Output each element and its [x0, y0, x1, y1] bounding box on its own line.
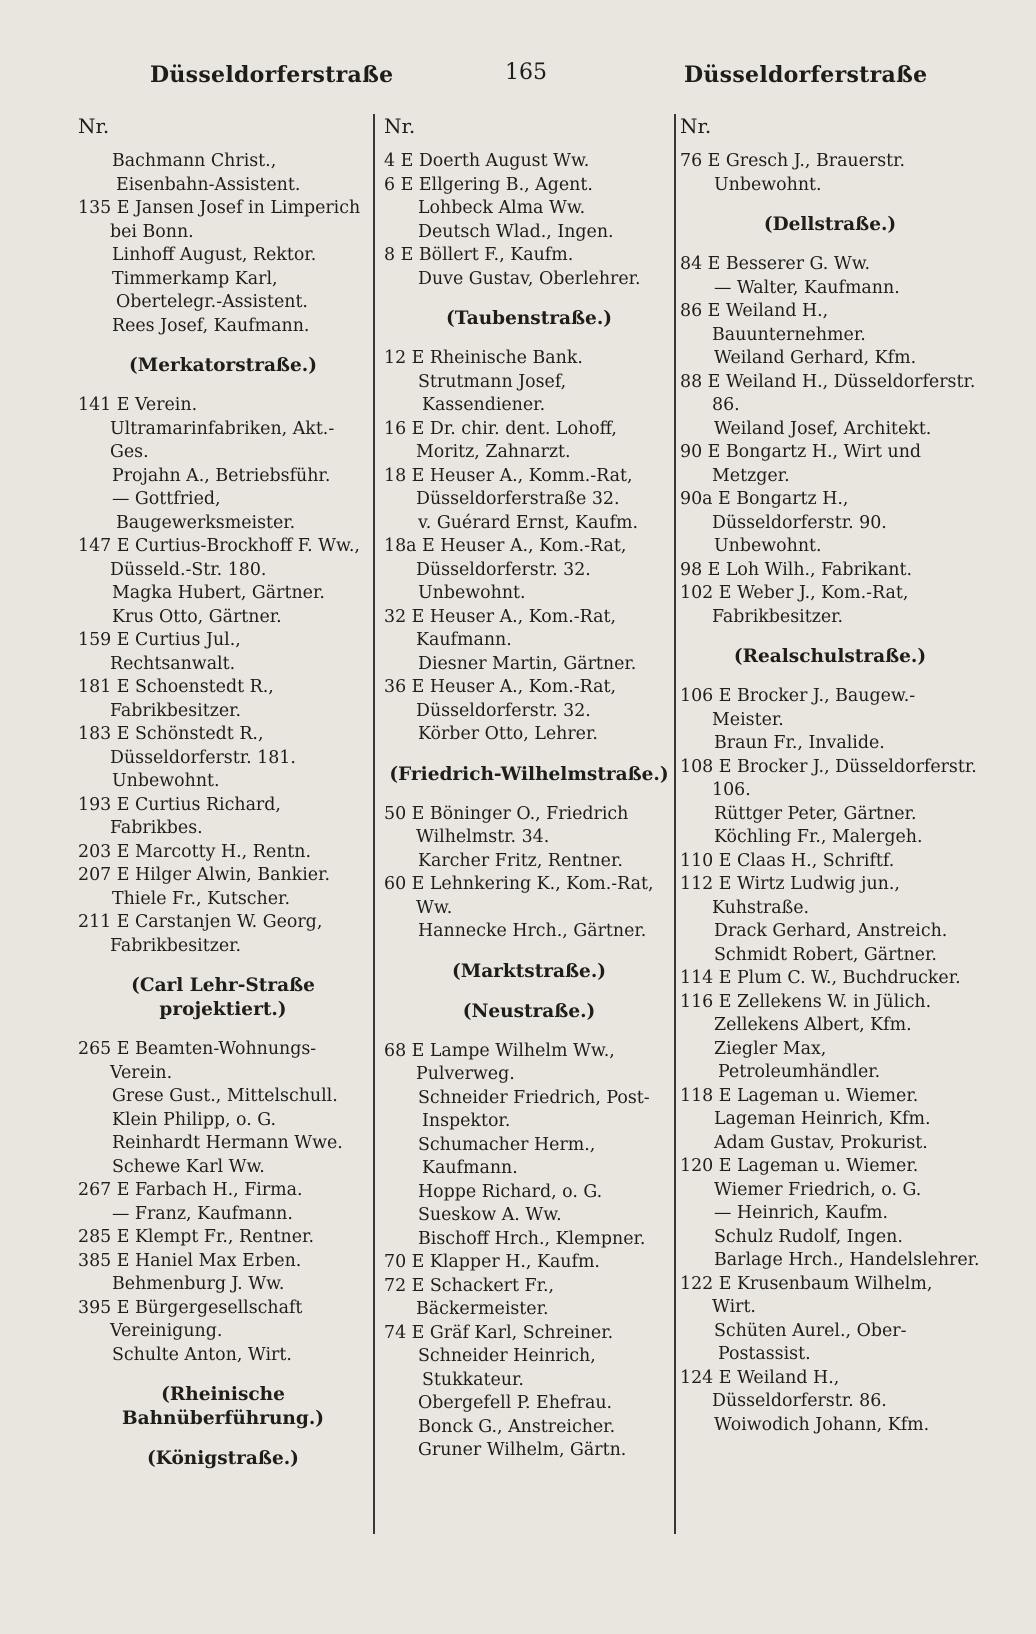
resident-entry: Sueskow A. Ww.	[418, 1205, 562, 1225]
street-section-heading: (Neustraße.)	[462, 1000, 596, 1022]
resident-entry: 120 E Lageman u. Wiemer.	[680, 1156, 919, 1176]
resident-entry: 102 E Weber J., Kom.-Rat, Fabrikbesitzer.	[680, 583, 909, 627]
resident-entry: Thiele Fr., Kutscher.	[112, 888, 290, 909]
resident-entry: Klein Philipp, o. G.	[112, 1109, 277, 1130]
resident-entry: 116 E Zellekens W. in Jülich.	[680, 991, 932, 1012]
resident-entry: 84 E Besserer G. Ww.	[680, 254, 871, 274]
resident-entry: — Franz, Kaufmann.	[112, 1203, 293, 1224]
resident-entry: Krus Otto, Gärtner.	[112, 606, 282, 627]
page-header	[0, 58, 1036, 98]
resident-entry: 18a E Heuser A., Kom.-Rat, Düsseldorferstr. 32.	[384, 536, 627, 580]
resident-entry: 16 E Dr. chir. dent. Lohoff, Moritz, Zahnarzt.	[384, 418, 617, 462]
resident-entry: Adam Gustav, Prokurist.	[714, 1132, 928, 1153]
street-section-heading: (Friedrich-Wilhelmstraße.)	[389, 763, 669, 785]
resident-entry: Drack Gerhard, Anstreich.	[714, 921, 948, 941]
column-head-nr: Nr.	[680, 114, 712, 138]
resident-entry: Hoppe Richard, o. G.	[418, 1181, 603, 1202]
resident-entry: 74 E Gräf Karl, Schreiner.	[384, 1322, 614, 1343]
street-section-heading: (Rheinische Bahnüberführung.)	[121, 1384, 325, 1429]
resident-entry: 285 E Klempt Fr., Rentner.	[78, 1227, 314, 1247]
resident-entry: Zellekens Albert, Kfm.	[714, 1015, 912, 1035]
resident-entry: Lohbeck Alma Ww.	[418, 198, 586, 218]
resident-entry: Schneider Friedrich, Post-Inspektor.	[418, 1087, 650, 1131]
resident-entry: Wiemer Friedrich, o. G.	[714, 1179, 922, 1200]
street-section-heading: (Carl Lehr-Straße projektiert.)	[131, 975, 315, 1020]
running-head-left: Düsseldorferstraße	[150, 62, 394, 88]
address-column-3	[680, 112, 980, 1532]
resident-entry: 86 E Weiland H., Bauunternehmer.	[680, 301, 866, 345]
resident-entry: — Gottfried, Baugewerksmeister.	[112, 489, 296, 533]
resident-entry: Strutmann Josef, Kassendiener.	[418, 371, 567, 415]
resident-entry: Karcher Fritz, Rentner.	[418, 850, 623, 871]
resident-entry: Schewe Karl Ww.	[112, 1156, 265, 1177]
resident-entry: 118 E Lageman u. Wiemer.	[680, 1085, 919, 1106]
resident-entry: 90 E Bongartz H., Wirt und Metzger.	[680, 442, 922, 486]
resident-entry: 265 E Beamten-Wohnungs-Verein.	[78, 1039, 317, 1083]
resident-entry: Linhoff August, Rektor.	[112, 245, 317, 265]
resident-entry: 106 E Brocker J., Baugew.-Meister.	[680, 686, 916, 730]
resident-entry: 60 E Lehnkering K., Kom.-Rat, Ww.	[384, 874, 654, 918]
column-divider	[373, 114, 375, 1534]
resident-entry: 36 E Heuser A., Kom.-Rat, Düsseldorferstr. 32.	[384, 677, 617, 721]
resident-entry: Timmerkamp Karl, Obertelegr.-Assistent.	[112, 268, 308, 312]
address-column-2	[384, 112, 674, 1532]
column-head-nr: Nr.	[78, 114, 110, 138]
street-section-heading: (Realschulstraße.)	[733, 646, 927, 667]
column-head-nr: Nr.	[384, 114, 416, 138]
resident-entry: 70 E Klapper H., Kaufm.	[384, 1252, 600, 1272]
resident-entry: Deutsch Wlad., Ingen.	[418, 221, 614, 242]
resident-entry: 122 E Krusenbaum Wilhelm, Wirt.	[680, 1273, 933, 1317]
resident-entry: 183 E Schönstedt R., Düsseldorferstr. 181.	[78, 724, 296, 768]
resident-entry: 112 E Wirtz Ludwig jun., Kuhstraße.	[680, 874, 900, 918]
street-section-heading: (Königstraße.)	[147, 1448, 299, 1469]
resident-entry: Rees Josef, Kaufmann.	[112, 315, 310, 336]
resident-entry: Unbewohnt.	[714, 536, 822, 556]
resident-entry: Magka Hubert, Gärtner.	[112, 583, 325, 603]
resident-entry: Behmenburg J. Ww.	[112, 1274, 285, 1294]
resident-entry: 124 E Weiland H., Düsseldorferstr. 86.	[680, 1367, 887, 1411]
resident-entry: Braun Fr., Invalide.	[714, 733, 885, 753]
resident-entry: Ziegler Max, Petroleumhändler.	[714, 1038, 881, 1082]
resident-entry: 110 E Claas H., Schriftf.	[680, 850, 895, 871]
resident-entry: 12 E Rheinische Bank.	[384, 348, 583, 368]
street-section-heading: (Merkatorstraße.)	[129, 355, 317, 376]
resident-entry: 50 E Böninger O., Friedrich Wilhelmstr. 34.	[384, 803, 629, 847]
resident-entry: Duve Gustav, Oberlehrer.	[418, 268, 641, 289]
resident-entry: 114 E Plum C. W., Buchdrucker.	[680, 968, 961, 988]
resident-entry: Unbewohnt.	[112, 771, 220, 791]
resident-entry: 72 E Schackert Fr., Bäckermeister.	[384, 1275, 555, 1319]
resident-entry: 385 E Haniel Max Erben.	[78, 1250, 302, 1271]
resident-entry: 147 E Curtius-Brockhoff F. Ww., Düsseld.-Str. 180.	[78, 536, 360, 580]
resident-entry: 32 E Heuser A., Kom.-Rat, Kaufmann.	[384, 606, 617, 650]
resident-entry: 395 E Bürgergesellschaft Vereinigung.	[78, 1297, 303, 1341]
resident-entry: Gruner Wilhelm, Gärtn.	[418, 1440, 627, 1460]
resident-entry: Köchling Fr., Malergeh.	[714, 827, 923, 847]
resident-entry: 108 E Brocker J., Düsseldorferstr. 106.	[680, 756, 977, 800]
running-head-right: Düsseldorferstraße	[684, 62, 928, 88]
resident-entry: Diesner Martin, Gärtner.	[418, 653, 637, 674]
resident-entry: 211 E Carstanjen W. Georg, Fabrikbesitzer.	[78, 912, 323, 956]
page-number: 165	[505, 60, 547, 85]
resident-entry: — Walter, Kaufmann.	[714, 277, 900, 298]
street-section-heading: (Marktstraße.)	[451, 960, 607, 982]
resident-entry: v. Guérard Ernst, Kaufm.	[418, 512, 639, 533]
resident-entry: 207 E Hilger Alwin, Bankier.	[78, 865, 330, 885]
resident-entry: Schmidt Robert, Gärtner.	[714, 944, 937, 965]
resident-entry: 18 E Heuser A., Komm.-Rat, Düsseldorferstraße 32.	[384, 465, 633, 509]
resident-entry: Obergefell P. Ehefrau.	[418, 1393, 613, 1413]
resident-entry: 76 E Gresch J., Brauerstr.	[680, 151, 906, 171]
street-section-heading: (Taubenstraße.)	[445, 308, 613, 329]
resident-entry: Schulte Anton, Wirt.	[112, 1344, 292, 1365]
resident-entry: Weiland Josef, Architekt.	[714, 418, 932, 439]
resident-entry: Projahn A., Betriebsführ.	[112, 465, 331, 486]
resident-entry: 135 E Jansen Josef in Limperich bei Bonn.	[78, 198, 361, 242]
resident-entry: 181 E Schoenstedt R., Fabrikbesitzer.	[78, 677, 274, 721]
address-column-1	[78, 112, 368, 1532]
resident-entry: 203 E Marcotty H., Rentn.	[78, 841, 312, 862]
resident-entry: Schüten Aurel., Ober-Postassist.	[714, 1320, 907, 1364]
column-divider	[674, 114, 676, 1534]
resident-entry: Schumacher Herm., Kaufmann.	[418, 1134, 596, 1178]
resident-entry: Hannecke Hrch., Gärtner.	[418, 921, 647, 941]
resident-entry: Körber Otto, Lehrer.	[418, 724, 598, 744]
resident-entry: 193 E Curtius Richard, Fabrikbes.	[78, 794, 281, 838]
resident-entry: Schneider Heinrich, Stukkateur.	[418, 1346, 596, 1390]
resident-entry: Grese Gust., Mittelschull.	[112, 1086, 338, 1106]
resident-entry: Unbewohnt.	[418, 583, 526, 603]
resident-entry: 88 E Weiland H., Düsseldorferstr. 86.	[680, 371, 976, 415]
resident-entry: Woiwodich Johann, Kfm.	[714, 1414, 930, 1435]
resident-entry: 90a E Bongartz H., Düsseldorferstr. 90.	[680, 489, 887, 533]
resident-entry: Unbewohnt.	[714, 174, 822, 195]
resident-entry: 159 E Curtius Jul., Rechtsanwalt.	[78, 630, 241, 674]
resident-entry: Schulz Rudolf, Ingen.	[714, 1226, 903, 1247]
resident-entry: Barlage Hrch., Handelslehrer.	[714, 1250, 980, 1270]
resident-entry: 141 E Verein. Ultramarinfabriken, Akt.-Ges.	[78, 395, 335, 462]
resident-entry: 8 E Böllert F., Kaufm.	[384, 245, 574, 265]
resident-entry: 4 E Doerth August Ww.	[384, 151, 590, 171]
resident-entry: Rüttger Peter, Gärtner.	[714, 803, 917, 824]
resident-entry: Weiland Gerhard, Kfm.	[714, 348, 917, 368]
resident-entry: Lageman Heinrich, Kfm.	[714, 1109, 931, 1129]
resident-entry: 98 E Loh Wilh., Fabrikant.	[680, 559, 912, 580]
resident-entry: Bischoff Hrch., Klempner.	[418, 1228, 646, 1249]
resident-entry: — Heinrich, Kaufm.	[714, 1203, 889, 1223]
resident-entry: Bachmann Christ., Eisenbahn-Assistent.	[112, 151, 301, 195]
resident-entry: 267 E Farbach H., Firma.	[78, 1180, 303, 1200]
resident-entry: Reinhardt Hermann Wwe.	[112, 1133, 343, 1153]
resident-entry: Bonck G., Anstreicher.	[418, 1416, 616, 1437]
street-section-heading: (Dellstraße.)	[763, 214, 897, 235]
resident-entry: 68 E Lampe Wilhelm Ww., Pulverweg.	[384, 1040, 615, 1084]
resident-entry: 6 E Ellgering B., Agent.	[384, 174, 593, 195]
